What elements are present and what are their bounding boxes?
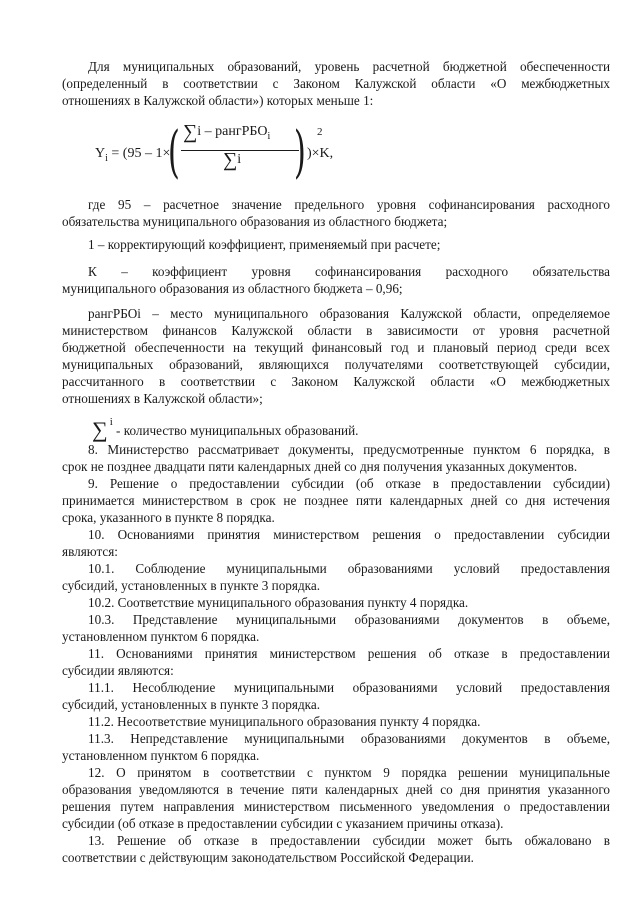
text-line: (определенный в соответствии с Законом Калужской области «О межбюджетных: [62, 76, 610, 91]
text-line: 10.1. Соблюдение муниципальными образованиями условий предоставления: [88, 561, 610, 576]
formula-lhs: $Y_i = (95 - 1\times$: [95, 146, 171, 164]
text-line: 8. Министерство рассматривает документы, предусмотренные пунктом 6 порядка, в: [88, 442, 610, 457]
paragraph-10-1: [62, 560, 610, 594]
text-line: 11.1. Несоблюдение муниципальными образованиями условий предоставления: [88, 680, 610, 695]
text-line: образования уведомляются в течение пяти календарных дней со дня принятия указанного: [62, 782, 610, 797]
text-line: министерством финансов Калужской области в зависимости от уровня расчетной: [62, 323, 610, 338]
formula-denominator: ∑i: [223, 149, 242, 171]
paragraph-10-2: [62, 594, 610, 611]
formula-numerator: ∑i – рангРБО$_i$: [183, 121, 271, 143]
paragraph-9: [62, 475, 610, 526]
fraction-bar: [181, 150, 299, 151]
text-line: установленном пунктом 6 порядка.: [62, 748, 260, 763]
where-95-paragraph: [62, 196, 610, 230]
text-line: 11. Основаниями принятия министерством решения об отказе в предоставлении: [88, 646, 610, 661]
text-line: 11.3. Непредставление муниципальными образованиями документов в объеме,: [88, 731, 610, 746]
text-line: срок не позднее двадцати пяти календарных дней со дня получения указанных документов.: [62, 459, 578, 474]
text-line: 12. О принятом в соответствии с пунктом 9 порядка решении муниципальные: [88, 765, 610, 780]
formula-power: 2: [317, 126, 323, 138]
text-line: рассчитанного в соответствии с Законом Калужской области «О межбюджетных: [62, 374, 610, 389]
text-line: принимается министерством в срок не позднее пяти календарных дней со дня истечения: [62, 493, 610, 508]
right-paren: ): [293, 120, 306, 185]
left-paren: (: [167, 120, 180, 185]
text-line: 10.2. Соответствие муниципального образования пункту 4 порядка.: [88, 595, 469, 610]
text-line: 10. Основаниями принятия министерством решения о предоставлении субсидии: [88, 527, 610, 542]
text-line: отношениях в Калужской области») которых меньше 1:: [62, 93, 374, 108]
text-line: 13. Решение об отказе в предоставлении субсидии может быть обжаловано в: [88, 833, 610, 848]
text-line: отношениях в Калужской области»;: [62, 391, 263, 406]
paragraph-10-3: [62, 611, 610, 645]
rank-paragraph: [62, 305, 610, 407]
text-line: К – коэффициент уровня софинансирования расходного обязательства: [88, 264, 610, 279]
text-line: срока, указанного в пункте 8 порядка.: [62, 510, 275, 525]
text-line: где 95 – расчетное значение предельного уровня софинансирования расходного: [88, 197, 610, 212]
text-line: 1 – корректирующий коэффициент, применяемый при расчете;: [88, 237, 441, 252]
text-line: соответствии с действующим законодательством Российской Федерации.: [62, 850, 474, 865]
text-line: 11.2. Несоответствие муниципального образования пункту 4 порядка.: [88, 714, 481, 729]
text-line: субсидий, установленных в пункте 3 порядка.: [62, 697, 321, 712]
paragraph-8: [62, 441, 610, 475]
coef-k-paragraph: [62, 263, 610, 297]
sum-definition: ∑ $^i$ - количество муниципальных образований.: [92, 416, 359, 442]
text-line: 9. Решение о предоставлении субсидии (об отказе в предоставлении субсидии): [88, 476, 610, 491]
text-line: бюджетной обеспеченности на текущий финансовый год и плановый период среди всех: [62, 340, 610, 355]
paragraph-11-2: [62, 713, 610, 730]
intro-paragraph: [62, 58, 610, 109]
paragraph-11-1: [62, 679, 610, 713]
paragraph-10: [62, 526, 610, 560]
formula: [95, 120, 355, 185]
paragraph-13: [62, 832, 610, 866]
coef-1-paragraph: [62, 236, 610, 253]
paragraph-12: [62, 764, 610, 832]
text-line: являются:: [62, 544, 118, 559]
formula-tail: )×K,: [307, 146, 334, 161]
text-line: муниципальных образований, являющихся получателями соответствующей субсидии,: [62, 357, 610, 372]
paragraph-11: [62, 645, 610, 679]
text-line: субсидии (об отказе в предоставлении субсидии с указанием причины отказа).: [62, 816, 504, 831]
text-line: обязательства муниципального образования из областного бюджета;: [62, 214, 448, 229]
paragraph-11-3: [62, 730, 610, 764]
text-line: установленном пунктом 6 порядка.: [62, 629, 260, 644]
text-line: Для муниципальных образований, уровень расчетной бюджетной обеспеченности: [88, 59, 610, 74]
text-line: муниципального образования из областного бюджета – 0,96;: [62, 281, 403, 296]
text-line: решения путем направления министерством письменного уведомления о предоставлении: [62, 799, 610, 814]
text-line: 10.3. Представление муниципальными образованиями документов в объеме,: [88, 612, 610, 627]
text-line: субсидии являются:: [62, 663, 174, 678]
text-line: субсидий, установленных в пункте 3 порядка.: [62, 578, 321, 593]
text-line: рангРБОi – место муниципального образования Калужской области, определяемое: [88, 306, 610, 321]
